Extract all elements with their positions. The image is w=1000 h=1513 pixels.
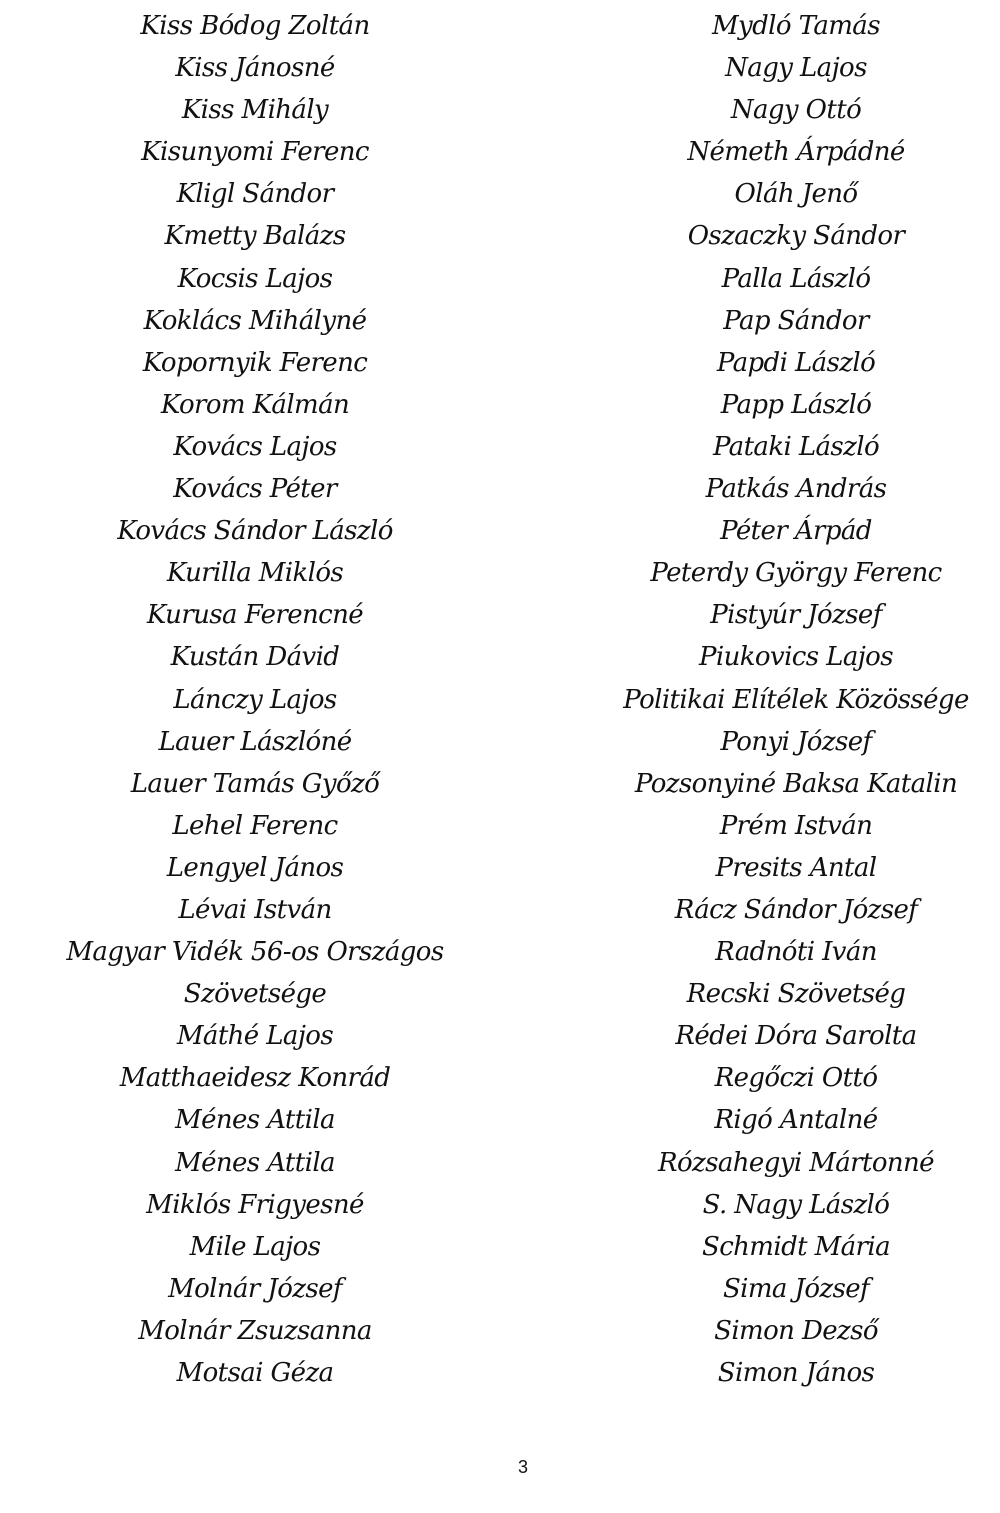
name-entry: Máthé Lajos xyxy=(176,1021,334,1052)
name-entry: Kurilla Miklós xyxy=(166,558,344,589)
name-entry: Regőczi Ottó xyxy=(714,1063,878,1094)
name-entry: Peterdy György Ferenc xyxy=(650,558,942,589)
name-entry: Kiss Mihály xyxy=(181,95,329,126)
name-entry: Lehel Ferenc xyxy=(172,810,338,841)
name-entry: Kovács Péter xyxy=(173,474,337,505)
name-entry: Kurusa Ferencné xyxy=(146,600,364,631)
name-entry: Molnár Zsuzsanna xyxy=(138,1315,372,1346)
names-column-right xyxy=(572,5,1000,1394)
name-entry: Lánczy Lajos xyxy=(173,684,337,715)
name-entry: Piukovics Lajos xyxy=(699,642,893,673)
name-entry: Pataki László xyxy=(712,431,880,462)
name-entry: Kopornyik Ferenc xyxy=(142,347,368,378)
name-entry: Mile Lajos xyxy=(189,1231,321,1262)
name-entry: Prém István xyxy=(719,810,873,841)
name-entry: Rácz Sándor József xyxy=(674,894,918,925)
name-entry: Magyar Vidék 56-os Országos xyxy=(66,937,444,968)
name-entry: Lévai István xyxy=(178,894,332,925)
name-entry: Koklács Mihályné xyxy=(143,305,367,336)
name-entry: Lauer Lászlóné xyxy=(158,726,352,757)
name-entry: Nagy Ottó xyxy=(730,95,862,126)
name-entry: Recski Szövetség xyxy=(686,979,906,1010)
name-entry: Mydló Tamás xyxy=(712,11,880,41)
name-entry: Palla László xyxy=(721,263,871,294)
name-entry: Ponyi József xyxy=(720,726,872,757)
name-entry: Rigó Antalné xyxy=(714,1105,878,1136)
name-entry: Molnár József xyxy=(168,1273,342,1304)
name-entry: S. Nagy László xyxy=(702,1189,890,1220)
name-entry: Lauer Tamás Győző xyxy=(130,768,380,799)
name-entry: Presits Antal xyxy=(715,852,877,883)
name-entry: Papdi László xyxy=(716,347,876,378)
page-number: 3 xyxy=(517,1457,528,1477)
name-entry: Schmidt Mária xyxy=(701,1231,890,1262)
name-entry: Kovács Lajos xyxy=(173,431,337,462)
name-entry: Péter Árpád xyxy=(720,516,872,547)
name-entry: Papp László xyxy=(720,389,872,420)
name-entry: Rózsahegyi Mártonné xyxy=(658,1147,934,1178)
name-entry: Korom Kálmán xyxy=(160,389,350,420)
name-entry: Rédei Dóra Sarolta xyxy=(675,1021,917,1052)
name-entry: Kmetty Balázs xyxy=(164,221,346,252)
name-entry: Radnóti Iván xyxy=(715,937,877,968)
name-entry: Lengyel János xyxy=(166,852,344,883)
name-entry: Pistyúr József xyxy=(710,600,882,631)
name-entry: Kiss Bódog Zoltán xyxy=(140,11,370,41)
name-entry: Kustán Dávid xyxy=(170,642,340,673)
name-entry: Motsai Géza xyxy=(176,1358,334,1388)
name-entry: Kisunyomi Ferenc xyxy=(141,137,369,168)
name-entry: Szövetsége xyxy=(183,979,327,1010)
name-entry: Ménes Attila xyxy=(175,1105,335,1136)
name-entry: Matthaeidesz Konrád xyxy=(119,1063,391,1094)
name-entry: Kiss Jánosné xyxy=(175,53,335,84)
name-entry: Simon Dezső xyxy=(714,1315,878,1346)
name-entry: Kovács Sándor László xyxy=(117,516,393,547)
name-entry: Ménes Attila xyxy=(175,1147,335,1178)
name-entry: Simon János xyxy=(717,1358,875,1388)
name-entry: Oszaczky Sándor xyxy=(687,221,905,252)
name-entry: Németh Árpádné xyxy=(687,137,905,168)
name-entry: Pozsonyiné Baksa Katalin xyxy=(634,768,958,799)
name-entry: Sima József xyxy=(722,1273,870,1304)
name-entry: Miklós Frigyesné xyxy=(146,1189,364,1220)
name-entry: Politikai Elítélek Közössége xyxy=(623,684,969,715)
name-entry: Patkás András xyxy=(705,474,887,505)
name-entry: Oláh Jenő xyxy=(734,179,858,210)
name-entry: Nagy Lajos xyxy=(725,53,867,84)
name-entry: Kocsis Lajos xyxy=(177,263,333,294)
name-entry: Pap Sándor xyxy=(723,305,869,336)
names-column-left xyxy=(30,5,480,1394)
name-entry: Kligl Sándor xyxy=(176,179,334,210)
